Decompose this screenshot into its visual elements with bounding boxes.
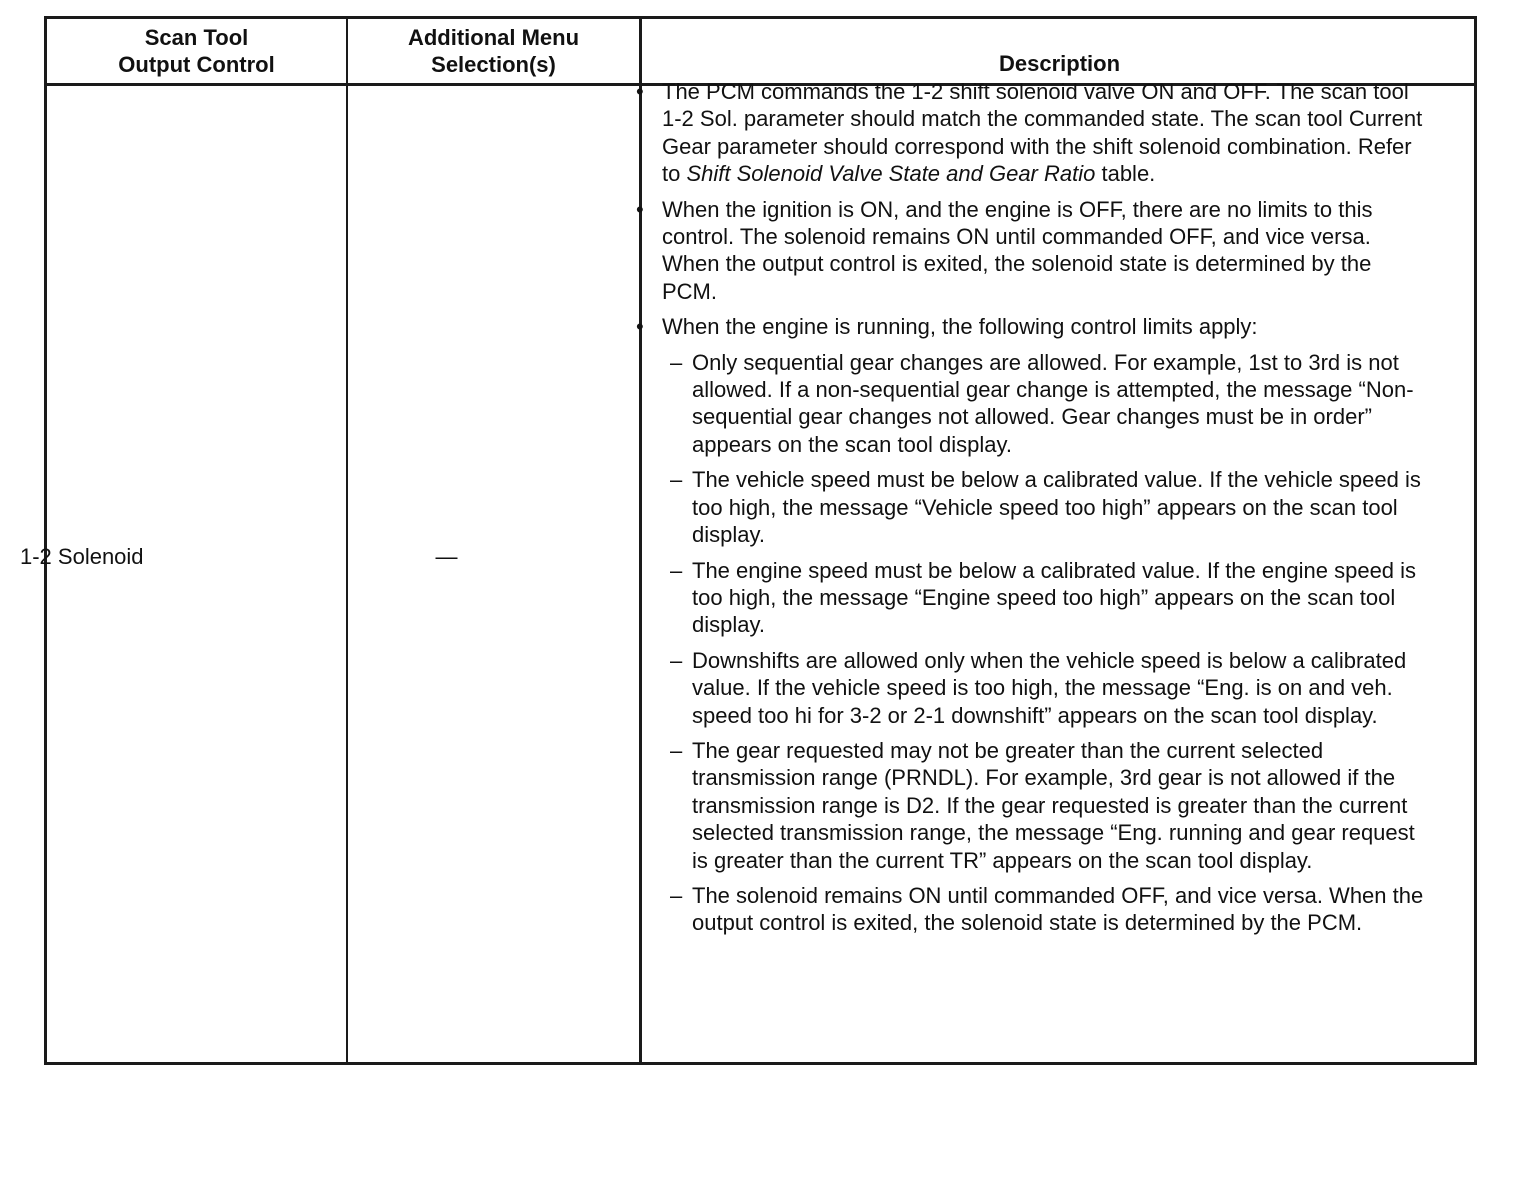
- dash-mark: –: [670, 647, 683, 673]
- control-limit-text: Downshifts are allowed only when the vehicle speed is below a calibrated value. If the vehicle speed is too high, the message “Eng. is on and veh. speed too hi for 3-2 or 2-1 downshift” appears on the scan tool display.: [692, 647, 1407, 728]
- control-limit-text: The solenoid remains ON until commanded OFF, and vice versa. When the output control is exited, the solenoid state is determined by the PCM.: [692, 882, 1424, 936]
- header-output-control-line2: Output Control: [118, 52, 275, 77]
- description-bullet: [632, 196, 1427, 306]
- table-reference: Shift Solenoid Valve State and Gear Ratio: [686, 161, 1096, 187]
- column-divider: [346, 19, 348, 1062]
- control-limit-item: [632, 557, 1427, 639]
- header-menu-selection: [348, 19, 639, 83]
- header-menu-line1: Additional Menu: [407, 25, 580, 50]
- control-limit-item: [632, 466, 1427, 548]
- description-bullet: [632, 78, 1427, 188]
- control-limit-item: [632, 647, 1427, 729]
- dash-mark: –: [670, 557, 683, 583]
- header-description-label: Description: [998, 51, 1121, 76]
- header-output-control-line1: Scan Tool: [144, 25, 249, 50]
- dash-mark: –: [670, 882, 683, 908]
- dash-mark: –: [670, 349, 683, 375]
- bullet-mark: •: [636, 79, 644, 104]
- bullet-text: The PCM commands the 1-2 shift solenoid valve ON and OFF. The scan tool 1-2 Sol. parameter should match the commanded state. The scan tool Current Gear parameter should correspond with the shift solenoid combination. Refer to: [662, 79, 1423, 187]
- cell-output-control: 1-2 Solenoid: [20, 544, 144, 569]
- control-limit-text: The engine speed must be below a calibrated value. If the engine speed is too high, the message “Engine speed too high” appears on the scan tool display.: [692, 557, 1417, 638]
- bullet-text: table.: [1095, 161, 1156, 187]
- header-description: [642, 19, 1477, 83]
- control-limit-text: The vehicle speed must be below a calibrated value. If the vehicle speed is too high, the message “Vehicle speed too high” appears on the scan tool display.: [692, 467, 1421, 548]
- dash-mark: –: [670, 737, 683, 763]
- bullet-mark: •: [636, 314, 644, 340]
- control-limit-item: [632, 882, 1427, 937]
- control-limit-text: The gear requested may not be greater than the current selected transmission range (PRNDL). For example, 3rd gear is not allowed if the transmission range is D2. If the gear requested is greater than the current selected transmission range, the message “Eng. running and gear request is greater than the current TR” appears on the scan tool display.: [692, 737, 1415, 873]
- header-output-control: [47, 19, 346, 83]
- bullet-text: When the ignition is ON, and the engine is OFF, there are no limits to this control. The solenoid remains ON until commanded OFF, and vice versa. When the output control is exited, the solenoid state is determined by the PCM.: [662, 196, 1373, 304]
- bullet-mark: •: [636, 196, 644, 222]
- control-limit-item: [632, 349, 1427, 459]
- description-bullet: [632, 313, 1427, 340]
- dash-mark: –: [670, 467, 683, 493]
- cell-menu-selection: —: [435, 544, 458, 569]
- cell-description: [632, 78, 1427, 945]
- header-menu-line2: Selection(s): [431, 52, 556, 77]
- control-limit-item: [632, 737, 1427, 874]
- control-limit-text: Only sequential gear changes are allowed. For example, 1st to 3rd is not allowed. If a non-sequential gear change is attempted, the message “Non-sequential gear changes not allowed. Gear changes must be in order” appears on the scan tool display.: [692, 349, 1414, 457]
- bullet-text: When the engine is running, the following control limits apply:: [662, 314, 1258, 340]
